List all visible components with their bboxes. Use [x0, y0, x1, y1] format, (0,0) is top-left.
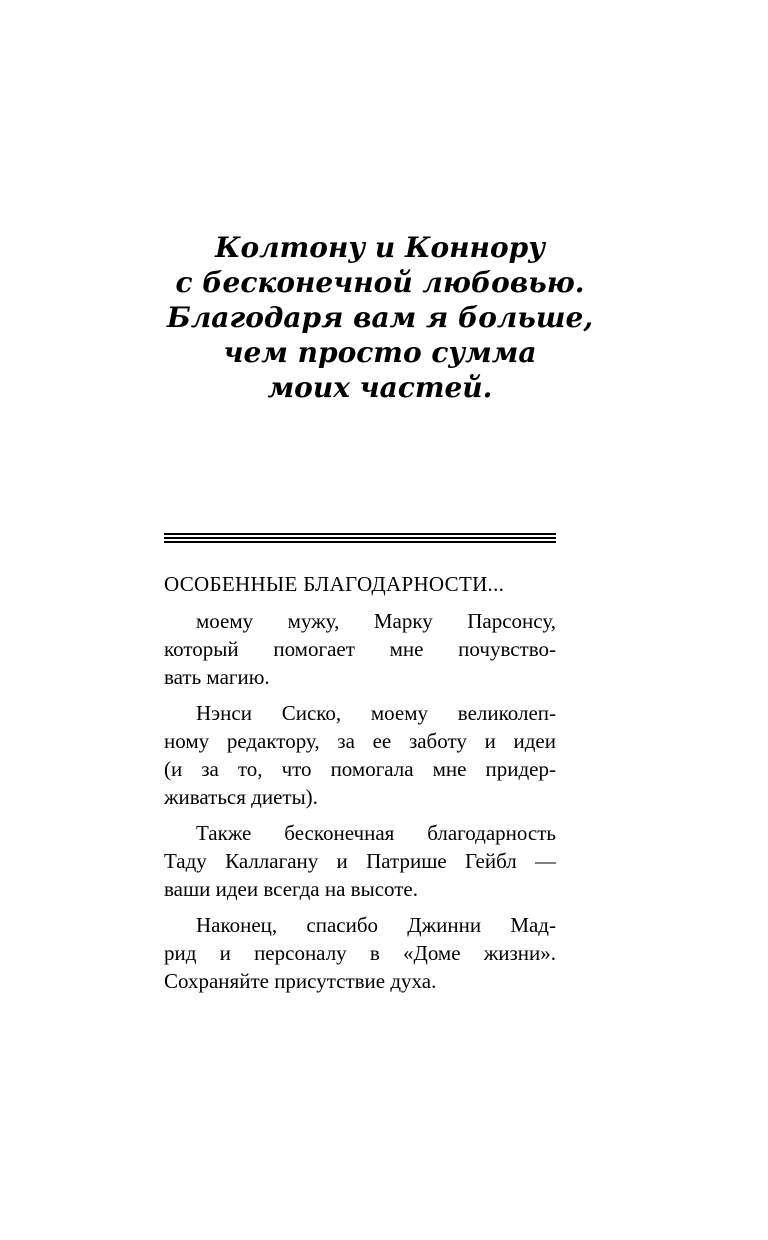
paragraph-line: Нэнси Сиско, моему великолеп-: [196, 701, 556, 725]
paragraph-line: живаться диеты).: [164, 785, 318, 809]
dedication-line: чем просто сумма: [223, 336, 537, 369]
dedication-line: Благодаря вам я больше,: [166, 301, 594, 334]
acknowledgement-paragraph: [164, 699, 556, 811]
paragraph-line: который помогает мне почувство-: [164, 637, 556, 661]
paragraph-line: Таду Каллагану и Патрише Гейбл —: [164, 849, 556, 873]
dedication-line: моих частей.: [267, 371, 493, 404]
dedication-line: с бесконечной любовью.: [175, 266, 585, 299]
paragraph-line: ваши идеи всегда на высоте.: [164, 877, 418, 901]
dedication-line: Колтону и Коннору: [215, 231, 545, 264]
section-divider: [164, 533, 556, 543]
divider-line: [164, 541, 556, 543]
paragraph-line: моему мужу, Марку Парсонсу,: [196, 609, 556, 633]
acknowledgement-paragraph: [164, 607, 556, 691]
paragraph-line: рид и персоналу в «Доме жизни».: [164, 941, 556, 965]
acknowledgement-paragraph: [164, 911, 556, 995]
divider-line: [164, 533, 556, 535]
acknowledgement-paragraph: [164, 819, 556, 903]
paragraph-line: Сохраняйте присутствие духа.: [164, 969, 437, 993]
paragraph-line: (и за то, что помогала мне придер-: [164, 757, 556, 781]
paragraph-line: ному редактору, за ее заботу и идеи: [164, 729, 556, 753]
dedication: [120, 230, 640, 405]
paragraph-line: вать магию.: [164, 665, 270, 689]
acknowledgements-body: [164, 607, 556, 1003]
paragraph-line: Наконец, спасибо Джинни Мад-: [196, 913, 556, 937]
acknowledgements-title: ОСОБЕННЫЕ БЛАГОДАРНОСТИ...: [164, 572, 505, 596]
divider-line: [164, 537, 556, 539]
paragraph-line: Также бесконечная благодарность: [196, 821, 556, 845]
